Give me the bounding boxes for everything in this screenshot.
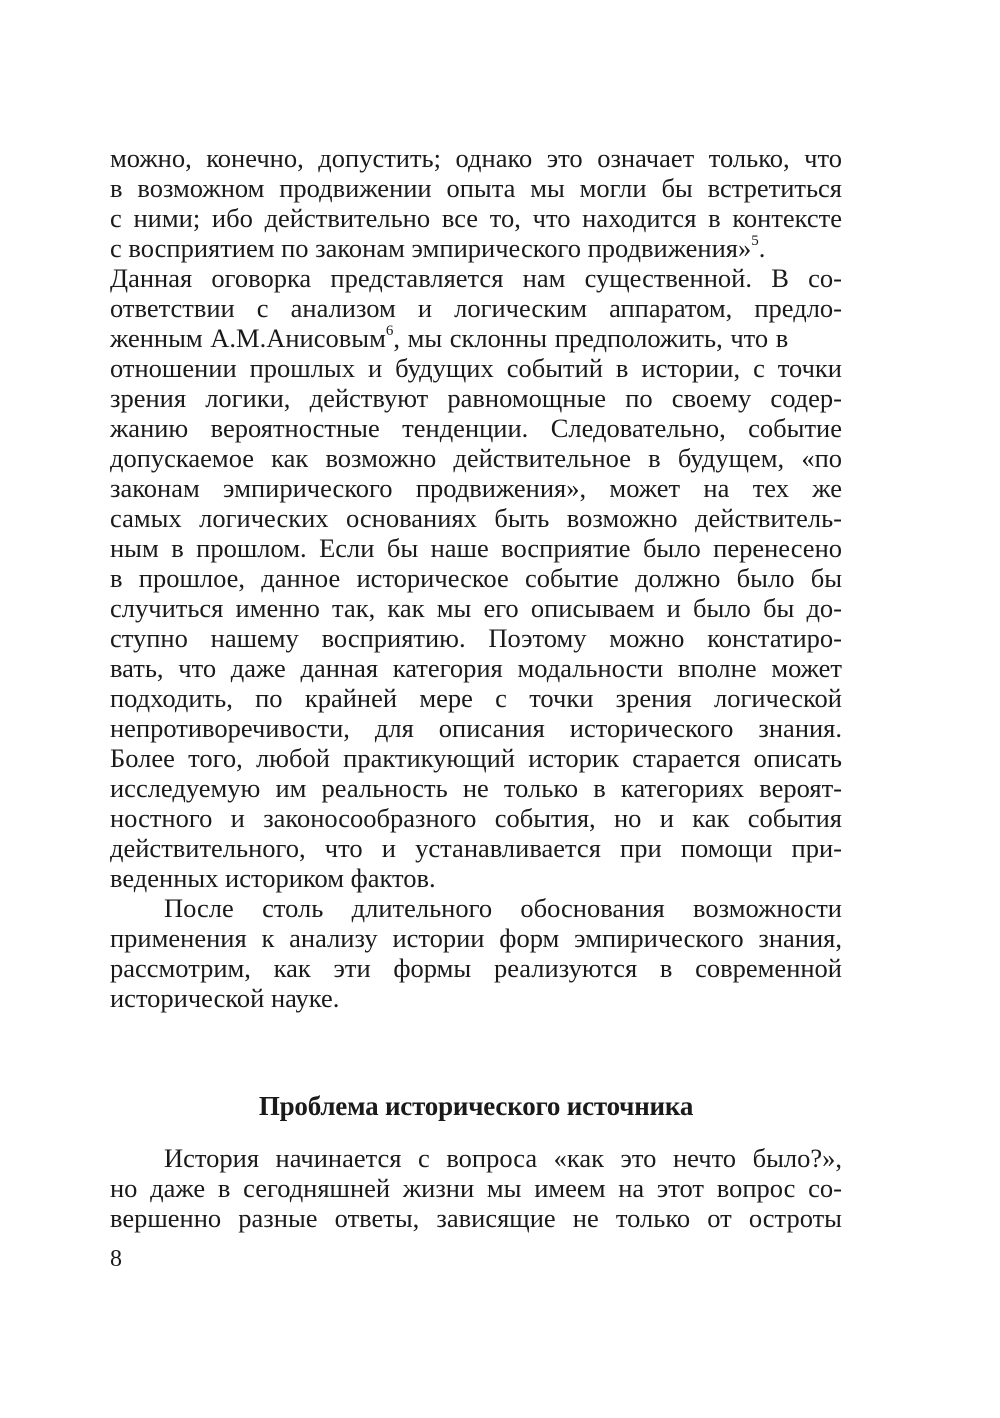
text-line-content: женным А.М.Анисовым bbox=[110, 323, 386, 353]
text-line bbox=[110, 233, 842, 263]
text-line-content: с восприятием по законам эмпирического продвижения» bbox=[110, 233, 752, 263]
paragraph-1 bbox=[110, 143, 842, 893]
text-line: применения к анализу истории форм эмпирического знания, bbox=[110, 923, 842, 953]
text-line: можно, конечно, допустить; однако это означает только, что bbox=[110, 143, 842, 173]
text-line: рассмотрим, как эти формы реализуются в современной bbox=[110, 953, 842, 983]
text-line: вершенно разные ответы, зависящие не только от остроты bbox=[110, 1203, 842, 1233]
body-text bbox=[110, 143, 842, 1013]
text-line: ступно нашему восприятию. Поэтому можно констатиро- bbox=[110, 623, 842, 653]
text-line: самых логических основаниях быть возможно действитель- bbox=[110, 503, 842, 533]
page-number: 8 bbox=[110, 1246, 122, 1272]
text-line: случиться именно так, как мы его описываем и было бы до- bbox=[110, 593, 842, 623]
text-line: непротиворечивости, для описания исторического знания. bbox=[110, 713, 842, 743]
text-line: ным в прошлом. Если бы наше восприятие было перенесено bbox=[110, 533, 842, 563]
text-line: исследуемую им реальность не только в категориях вероят- bbox=[110, 773, 842, 803]
text-line: исторической науке. bbox=[110, 983, 340, 1013]
text-line: в прошлое, данное историческое событие должно было бы bbox=[110, 563, 842, 593]
text-line: Данная оговорка представляется нам существенной. В со- bbox=[110, 263, 842, 293]
text-line: зрения логики, действуют равномощные по своему содер- bbox=[110, 383, 842, 413]
text-line: веденных историком фактов. bbox=[110, 863, 436, 893]
text-line: жанию вероятностные тенденции. Следовательно, событие bbox=[110, 413, 842, 443]
text-line: Более того, любой практикующий историк старается описать bbox=[110, 743, 842, 773]
section-heading: Проблема исторического источника bbox=[258, 1091, 694, 1122]
text-line: История начинается с вопроса «как это нечто было?», bbox=[164, 1143, 842, 1173]
text-line-tail: . bbox=[758, 233, 766, 263]
text-line: в возможном продвижении опыта мы могли бы встретиться bbox=[110, 173, 842, 203]
footnote-marker-5: 5 bbox=[751, 233, 759, 250]
text-line: допускаемое как возможно действительное в будущем, «по bbox=[110, 443, 842, 473]
text-line: законам эмпирического продвижения», может на тех же bbox=[110, 473, 842, 503]
text-line: ответствии с анализом и логическим аппаратом, предло- bbox=[110, 293, 842, 323]
text-line: но даже в сегодняшней жизни мы имеем на этот вопрос со- bbox=[110, 1173, 842, 1203]
text-line: отношении прошлых и будущих событий в истории, с точки bbox=[110, 353, 842, 383]
text-line: ностного и законосообразного события, но и как события bbox=[110, 803, 842, 833]
text-line: с ними; ибо действительно все то, что находится в контексте bbox=[110, 203, 842, 233]
paragraph-3 bbox=[110, 1143, 842, 1233]
text-line: подходить, по крайней мере с точки зрения логической bbox=[110, 683, 842, 713]
text-line bbox=[110, 323, 842, 353]
text-line: вать, что даже данная категория модальности вполне может bbox=[110, 653, 842, 683]
paragraph-2 bbox=[110, 893, 842, 1013]
text-line-tail: , мы склонны предположить, что в bbox=[393, 323, 789, 353]
footnote-marker-6: 6 bbox=[385, 323, 394, 340]
text-line: После столь длительного обоснования возможности bbox=[164, 893, 842, 923]
text-line: действительного, что и устанавливается при помощи при- bbox=[110, 833, 842, 863]
